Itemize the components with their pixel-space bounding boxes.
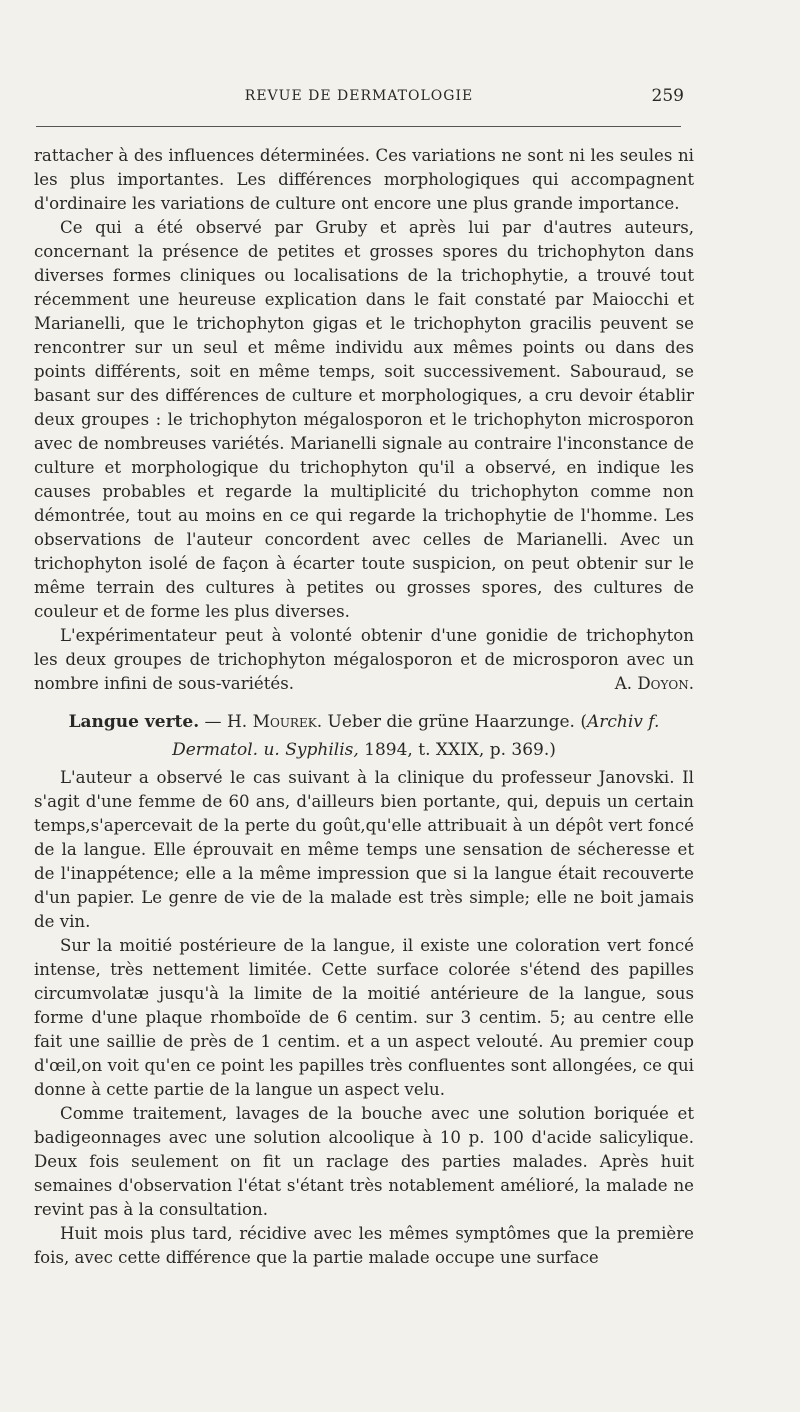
running-title: REVUE DE DERMATOLOGIE bbox=[244, 88, 474, 104]
paragraph: Huit mois plus tard, récidive avec les mêmes symptômes que la première fois, avec cette différence que la partie malade occupe une surface bbox=[34, 1224, 694, 1267]
review-author: H. Mourek. bbox=[226, 712, 323, 732]
review-heading bbox=[34, 708, 694, 764]
dash: — bbox=[199, 712, 227, 732]
review-title: Langue verte. bbox=[68, 712, 200, 732]
article-title: Ueber die grüne Haarzunge. ( bbox=[322, 712, 587, 732]
citation: 1894, t. XXIX, p. 369.) bbox=[358, 740, 556, 760]
page-number: 259 bbox=[651, 86, 684, 106]
paragraph-text: L'expérimentateur peut à volonté obtenir d'une gonidie de trichophyton les deux groupes de trichophyton mégalosporon et de microsporon avec un nombre infini de sous-variétés. bbox=[34, 626, 694, 693]
signature: A. Doyon. bbox=[614, 674, 694, 693]
paragraph: L'auteur a observé le cas suivant à la clinique du professeur Janovski. Il s'agit d'une femme de 60 ans, d'ailleurs bien portante, qui, depuis un certain temps,s'apercevait de la perte du goût,qu'elle attribuait à un dépôt vert foncé de la langue. Elle éprouvait en même temps une sensation de sécheresse et de l'inappétence; elle a la même impression que si la langue était recouverte d'un papier. Le genre de vie de la malade est très simple; elle ne boit jamais de vin. bbox=[34, 768, 694, 931]
paragraph: Sur la moitié postérieure de la langue, il existe une coloration vert foncé intense, très nettement limitée. Cette surface colorée s'étend des papilles circumvolatæ jusqu'à la limite de la moitié antérieure de la langue, sous forme d'une plaque rhomboïde de 6 centim. sur 3 centim. 5; au centre elle fait une saillie de près de 1 centim. et a un aspect velouté. Au premier coup d'œil,on voit qu'en ce point les papilles très confluentes sont allongées, ce qui donne à cette partie de la langue un aspect velu. bbox=[34, 936, 694, 1099]
paragraph: Ce qui a été observé par Gruby et après lui par d'autres auteurs, concernant la présence de petites et grosses spores du trichophyton dans diverses formes cliniques ou localisations de la trichophytie, a trouvé tout récemment une heureuse explication dans le fait constaté par Maiocchi et Marianelli, que le trichophyton gigas et le trichophyton gracilis peuvent se rencontrer sur un seul et même individu aux mêmes points ou dans des points différents, soit en même temps, soit successivement. Sabouraud, se basant sur des différences de culture et morphologiques, a cru devoir établir deux groupes : le trichophyton mégalosporon et le trichophyton microsporon avec de nombreuses variétés. Marianelli signale au contraire l'inconstance de culture et morphologique du trichophyton qu'il a observé, en indique les causes probables et regarde la multiplicité du trichophyton comme non démontrée, tout au moins en ce qui regarde la trichophytie de l'homme. Les observations de l'auteur concordent avec celles de Marianelli. Avec un trichophyton isolé de façon à écarter toute suspicion, on peut obtenir sur le même terrain des cultures à petites ou grosses spores, des cultures de couleur et de forme les plus diverses. bbox=[34, 218, 694, 621]
journal-source: Archiv f. Dermatol. u. Syphilis, bbox=[172, 712, 660, 760]
paragraph bbox=[34, 624, 694, 696]
running-head bbox=[34, 88, 684, 112]
paragraph: Comme traitement, lavages de la bouche avec une solution boriquée et badigeonnages avec une solution alcoolique à 10 p. 100 d'acide salicylique. Deux fois seulement on fit un raclage des parties malades. Après huit semaines d'observation l'état s'étant très notablement amélioré, la malade ne revint pas à la consultation. bbox=[34, 1104, 694, 1219]
header-rule bbox=[36, 126, 681, 127]
text-column bbox=[34, 144, 694, 1270]
paragraph: rattacher à des influences déterminées. Ces variations ne sont ni les seules ni les plus importantes. Les différences morphologiques qui accompagnent d'ordinaire les variations de culture ont encore une plus grande importance. bbox=[34, 146, 694, 213]
